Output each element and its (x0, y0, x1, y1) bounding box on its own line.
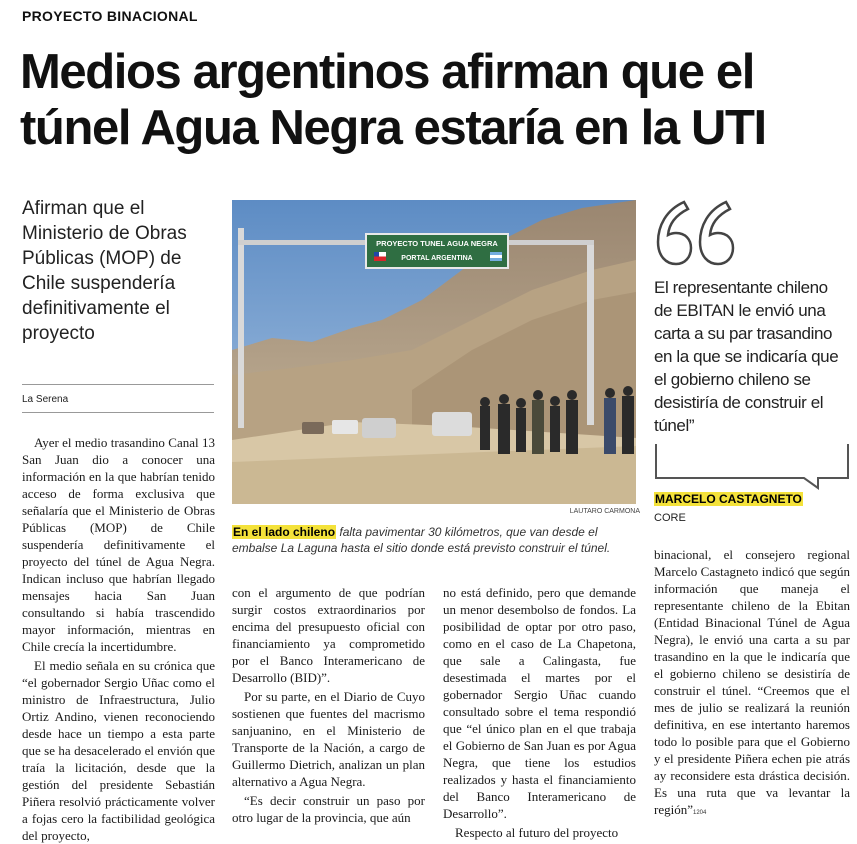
sign-text-line2: PORTAL ARGENTINA (401, 255, 473, 262)
photo-credit: LAUTARO CARMONA (569, 508, 640, 515)
deck-rule-top (22, 384, 214, 385)
body-column-2 (232, 584, 425, 826)
deck-subheadline: Afirman que el Ministerio de Obras Públicas (MOP) de Chile suspendería definitivamente el proyecto (22, 198, 187, 344)
paragraph: El medio señala en su crónica que “el gobernador Sergio Uñac como el ministro de Infraestructura, Julio Ortiz Andino, vienen reconociendo desde hace un tiempo a esta parte que se ha desacelerado el envión que traía la licitación, desde que la gestión del presidente Sebastián Piñera resolvió prácticamente volver a fojas cero la factibilidad geológica del proyecto, (22, 658, 215, 843)
caption-text: falta pavimentar 30 kilómetros, que van desde el embalse La Laguna hasta el sitio donde está previsto construir el túnel. (232, 525, 611, 555)
paragraph: Respecto al futuro del proyecto (455, 825, 619, 840)
pullquote-role: CORE (654, 512, 686, 524)
article-code: 1204 (692, 810, 707, 816)
photo-caption (232, 524, 640, 556)
paragraph: con el argumento de que podrían surgir costos extraordinarios por encima del presupuesto oficial con financiamiento ya comprometido por el Banco Interamericano de Desarrollo (BID)”. (232, 585, 425, 685)
photo-illustration (232, 200, 636, 504)
pullquote-speech-tail (654, 444, 850, 488)
body-column-4 (654, 546, 850, 822)
article-photo (232, 200, 636, 504)
sign-text-line1: PROYECTO TUNEL AGUA NEGRA (376, 239, 498, 248)
body-column-1 (22, 434, 215, 844)
paragraph: “Es decir construir un paso por otro lugar de la provincia, que aún (232, 793, 425, 825)
headline: Medios argentinos afirman que el túnel Agua Negra estaría en la UTI (20, 45, 766, 155)
paragraph-text: binacional, el consejero regional Marcelo Castagneto indicó que según información que maneja el representante chileno de la Ebitan (Entidad Binacional Túnel de Agua Negra), le envió una carta a su par trasandino en la que le indicaría que el gobierno chileno se desistiría de construir el túnel. “Creemos que el mes de julio se realizará la reunión definitiva, en ese intertanto haremos todo lo posible para que el Gobierno y el presidente Piñera echen pie atrás ay reconsidere esta drástica decisión. Es una ruta que va levantar la región” (654, 547, 850, 817)
section-kicker: PROYECTO BINACIONAL (22, 8, 198, 24)
pullquote-text: El representante chileno de EBITAN le envió una carta a su par trasandino en la que se indicaría que el gobierno chileno se desistiría de construir el túnel” (654, 278, 839, 435)
deck-rule-bottom (22, 412, 214, 413)
paragraph: Ayer el medio trasandino Canal 13 San Juan dio a conocer una información en la que habrían tenido acceso de forma exclusiva que señalaría que el Ministerio de Obras Públicas (MOP) de Chile suspendería definitivamente el proyecto del túnel de Agua Negra. Indican incluso que habrían llegado mensajes hacia San Juan consultando si había trascendido mayor información, mientras en Chile crecía la incertidumbre. (22, 435, 215, 654)
paragraph: Por su parte, en el Diario de Cuyo sostienen que fuentes del macrismo sanjuanino, en el Ministerio de Transporte de la Nación, a cargo de Guillermo Dietrich, analizan un plan alternativo a Agua Negra. (232, 689, 425, 789)
pullquote-name: MARCELO CASTAGNETO (655, 492, 802, 506)
paragraph (654, 546, 850, 822)
caption-lead: En el lado chileno (233, 525, 336, 539)
body-column-3 (443, 584, 636, 841)
quote-mark-icon (654, 198, 734, 268)
paragraph: no está definido, pero que demande un menor desembolso de fondos. La posibilidad de optar por otro paso, como en el caso de La Chapetona, que sale a Calingasta, fue desestimada el martes por el gobernador Sergio Uñac cuando consultado sobre el tema respondió que “el único plan en el que trabaja el Gobierno de San Juan es por Agua Negra, que tiene los estudios realizados y hasta el financiamiento del Banco Interamericano de Desarrollo”. (443, 585, 636, 821)
dateline: La Serena (22, 394, 69, 405)
